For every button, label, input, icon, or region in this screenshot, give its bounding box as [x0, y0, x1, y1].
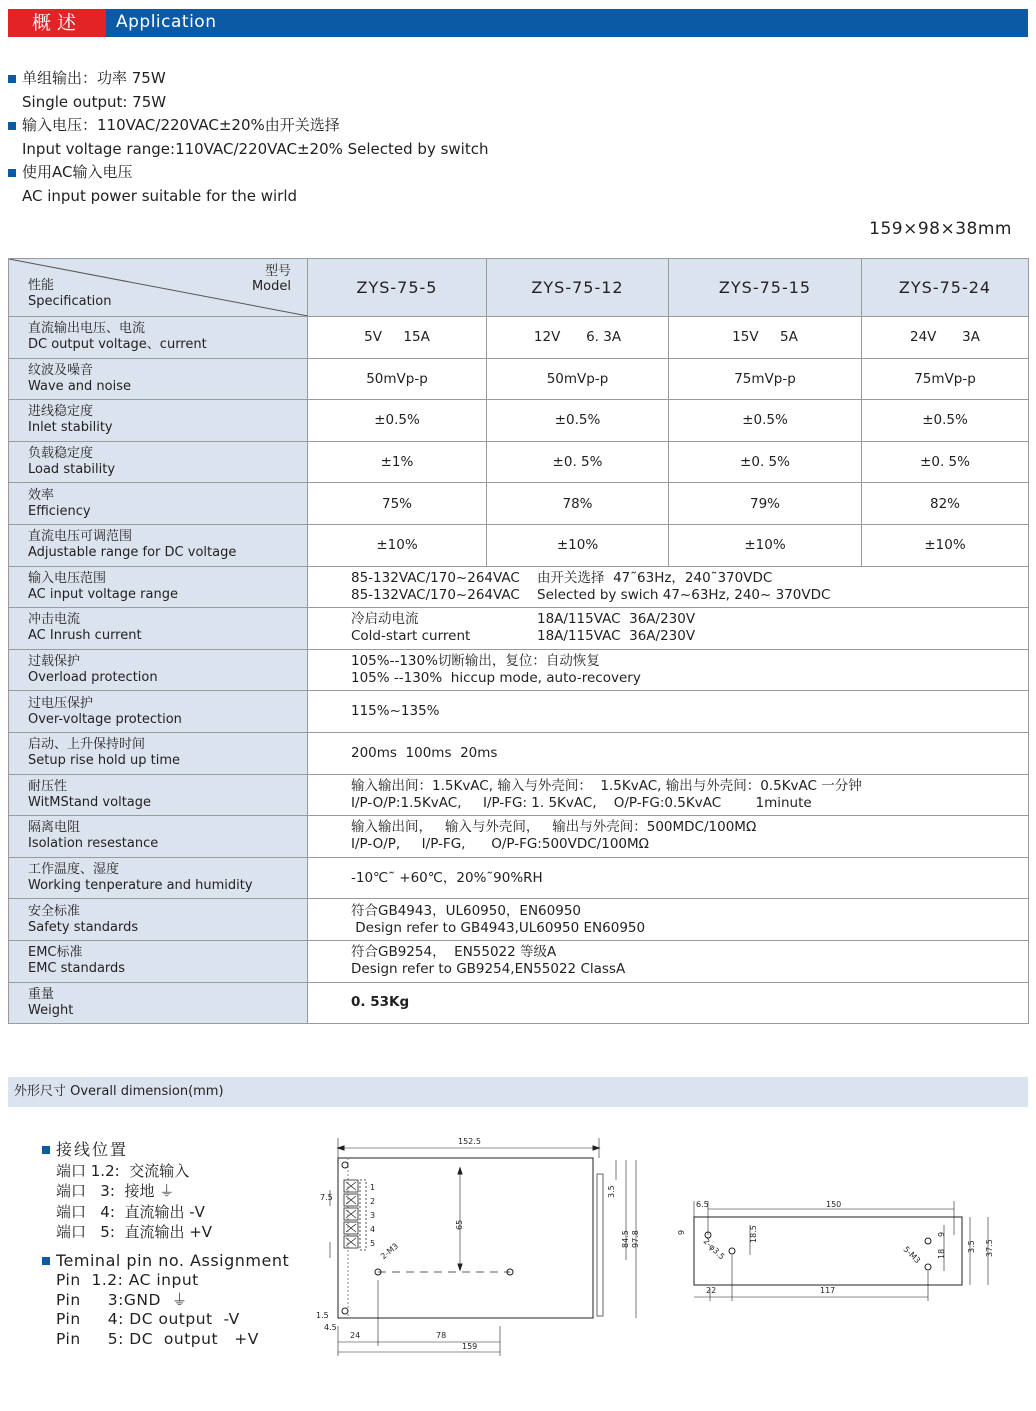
spec-text: 符合GB9254， EN55022 等级A: [351, 944, 557, 961]
spec-wide-row: [9, 940, 1029, 982]
spec-value: ±0. 5%: [487, 441, 669, 483]
spec-wide-row: [9, 649, 1029, 691]
spec-label-en: Working tenperature and humidity: [28, 878, 253, 894]
dim-s2: 7.5: [320, 1193, 333, 1202]
spec-value: ±0. 5%: [862, 441, 1029, 483]
spec-label-cn: 过载保护: [28, 654, 81, 670]
spec-label-en: AC input voltage range: [28, 586, 178, 602]
square-bullet-icon: [8, 75, 16, 83]
spec-value: ±10%: [669, 524, 862, 566]
spec-label-en: Efficiency: [28, 503, 91, 519]
spec-label-cell: [9, 940, 308, 982]
spec-label-en: Adjustable range for DC voltage: [28, 545, 237, 561]
application-cn: 单组输出：功率 75W: [22, 69, 166, 87]
spec-label-cn: 重量: [28, 986, 55, 1002]
dimension-title: 外形尺寸 Overall dimension(mm): [14, 1084, 224, 1099]
dim-h3: 97.8: [631, 1230, 640, 1248]
application-en: AC input power suitable for the wirld: [22, 186, 298, 205]
pin-row-en: Pin 1.2: AC input: [56, 1271, 199, 1289]
pin-title-cn: [42, 1140, 289, 1161]
spec-value: 75mVp-p: [669, 358, 862, 400]
spec-text: 105% --130% hiccup mode, auto-recovery: [351, 670, 641, 687]
spec-label-en: EMC standards: [28, 961, 126, 977]
spec-value: 75mVp-p: [862, 358, 1029, 400]
spec-text: 0. 53Kg: [351, 994, 410, 1011]
spec-text: Cold-start current: [351, 628, 471, 645]
pin-row-cn: 端口 5: 直流输出 +V: [56, 1223, 213, 1241]
spec-value: ±0.5%: [308, 400, 487, 442]
spec-label-cn: 直流输出电压、电流: [28, 321, 146, 337]
spec-label-cn: 隔离电阻: [28, 820, 81, 836]
pin-row-cn: 端口 3: 接地 ⏚: [56, 1182, 175, 1200]
spec-text: 18A/115VAC 36A/230V: [537, 611, 696, 628]
spec-value: ±0. 5%: [669, 441, 862, 483]
spec-value: 15V 5A: [669, 317, 862, 359]
model-label: [252, 264, 291, 294]
spec-label-en: DC output voltage、current: [28, 337, 207, 353]
spec-wide-value: [308, 774, 1029, 816]
spec-label-cell: [9, 857, 308, 899]
square-bullet-icon: [42, 1257, 50, 1265]
spec-wide-value: [308, 940, 1029, 982]
spec-header-row: [9, 259, 1029, 317]
spec-label-en: Inlet stability: [28, 420, 113, 436]
application-cn: 使用AC输入电压: [22, 163, 133, 181]
pin-row-cn: 端口 4: 直流输出 -V: [56, 1202, 205, 1221]
front-view-drawing: [310, 1130, 650, 1362]
spec-row: [9, 524, 1029, 566]
spec-label-cell: [9, 400, 308, 442]
spec-value: ±0.5%: [862, 400, 1029, 442]
side-hole2: 5-M3: [901, 1244, 922, 1266]
model-header: ZYS-75-12: [487, 259, 669, 317]
spec-label-en: Safety standards: [28, 919, 139, 935]
spec-text: 105%--130%切断输出，复位：自动恢复: [351, 653, 600, 670]
spec-label-cn: 进线稳定度: [28, 404, 94, 420]
spec-value: 5V 15A: [308, 317, 487, 359]
spec-wide-value: [308, 649, 1029, 691]
square-bullet-icon: [8, 169, 16, 177]
spec-wide-value: [308, 857, 1029, 899]
spec-line: [351, 587, 1028, 604]
spec-value: ±1%: [308, 441, 487, 483]
application-cn: 输入电压：110VAC/220VAC±20%由开关选择: [22, 116, 340, 134]
spec-label-en: Specification: [28, 294, 112, 309]
header-title-cn: 概述: [8, 9, 106, 37]
spec-label-en: WitMStand voltage: [28, 794, 152, 810]
side-hole1: 2-φ3.5: [701, 1236, 727, 1262]
spec-line: [351, 920, 1028, 937]
spec-text: Design refer to GB4943,UL60950 EN60950: [351, 919, 646, 936]
dim-d2: 4.5: [324, 1323, 337, 1332]
spec-wide-row: [9, 982, 1029, 1024]
spec-line: [351, 795, 1028, 812]
pin-row-cn: 端口 1.2: 交流输入: [56, 1161, 190, 1180]
pin-row-en: Pin 3:GND ⏚: [56, 1290, 188, 1309]
spec-line: [351, 836, 1028, 853]
spec-label-cell: [9, 649, 308, 691]
spec-text: -10℃˜ +60℃，20%˜90%RH: [351, 869, 543, 886]
spec-value: 78%: [487, 483, 669, 525]
spec-label-en: Overload protection: [28, 670, 158, 686]
side-view-drawing: [670, 1195, 1010, 1307]
spec-line: [351, 703, 1028, 720]
spec-label-cn: 耐压性: [28, 778, 68, 794]
application-item: [8, 114, 488, 161]
spec-row: [9, 483, 1029, 525]
spec-label-cn: 过电压保护: [28, 695, 94, 711]
spec-wide-row: [9, 566, 1029, 608]
spec-label-cell: [9, 732, 308, 774]
spec-value: ±0.5%: [669, 400, 862, 442]
size-label: 159×98×38mm: [869, 219, 1012, 239]
spec-line: [351, 745, 1028, 762]
spec-label-cell: [9, 774, 308, 816]
spec-line: [351, 903, 1028, 920]
diagonal-header-cell: [9, 259, 308, 317]
pin-title-en-text: Teminal pin no. Assignment: [56, 1250, 290, 1270]
spec-row: [9, 441, 1029, 483]
terminal-4: 4: [370, 1225, 376, 1234]
spec-text: 输入输出间， 输入与外壳间， 输出与外壳间：500MDC/100MΩ: [351, 819, 757, 836]
spec-row: [9, 317, 1029, 359]
spec-wide-row: [9, 899, 1029, 941]
spec-label-cn: 纹波及噪音: [28, 362, 94, 378]
spec-label-cn: 性能: [28, 278, 55, 293]
side-dim-h5: 37.5: [985, 1239, 994, 1257]
spec-label-cn: 输入电压范围: [28, 570, 107, 586]
spec-line: [351, 778, 1028, 795]
dim-b3: 159: [462, 1342, 478, 1351]
spec-line: [351, 653, 1028, 670]
spec-text: 85-132VAC/170~264VAC: [351, 586, 520, 603]
spec-label-en: Weight: [28, 1002, 74, 1018]
terminal-2: 2: [370, 1197, 376, 1206]
terminal-3: 3: [370, 1211, 376, 1220]
spec-label-cell: [9, 566, 308, 608]
spec-line: [351, 944, 1028, 961]
side-dim-l2: 22: [706, 1286, 717, 1295]
spec-label-cell: [9, 691, 308, 733]
spec-text: 符合GB4943，UL60950，EN60950: [351, 902, 582, 919]
side-dim-v: 9: [677, 1229, 686, 1235]
spec-label-en: AC Inrush current: [28, 628, 142, 644]
spec-value: 82%: [862, 483, 1029, 525]
spec-label-cell: [9, 899, 308, 941]
spec-value: 24V 3A: [862, 317, 1029, 359]
square-bullet-icon: [42, 1146, 50, 1154]
dim-s1: 1.5: [316, 1311, 329, 1320]
spec-text: Selected by swich 47~63Hz, 240~ 370VDC: [537, 586, 831, 603]
spec-text: 由开关选择 47˜63Hz，240˜370VDC: [537, 569, 773, 586]
spec-text: 输入输出间：1.5KvAC, 输入与外壳间： 1.5KvAC, 输出与外壳间：0.5KvAC 一分钟: [351, 777, 862, 794]
spec-value: ±10%: [308, 524, 487, 566]
spec-wide-value: [308, 816, 1029, 858]
model-label-en: Model: [251, 279, 291, 294]
spec-label: [28, 278, 111, 310]
spec-line: [351, 819, 1028, 836]
terminal-1: 1: [370, 1183, 376, 1192]
application-item: [8, 161, 488, 208]
spec-text: I/P-O/P, I/P-FG, O/P-FG:500VDC/100MΩ: [351, 836, 649, 853]
spec-line: [351, 570, 1028, 587]
spec-label-en: Setup rise hold up time: [28, 753, 181, 769]
spec-value: ±10%: [862, 524, 1029, 566]
side-dim-l1: 6.5: [696, 1200, 709, 1209]
spec-line: [351, 611, 1028, 628]
spec-label-cn: 直流电压可调范围: [28, 529, 133, 545]
spec-label-cell: [9, 524, 308, 566]
case-outline: [338, 1158, 593, 1318]
spec-label-cn: EMC标准: [28, 945, 83, 961]
spec-wide-row: [9, 857, 1029, 899]
dim-b1: 24: [350, 1331, 361, 1340]
spec-label-cn: 冲击电流: [28, 612, 81, 628]
spec-label-cn: 启动、上升保持时间: [28, 737, 146, 753]
side-dim-l3: 117: [820, 1286, 836, 1295]
spec-wide-value: [308, 566, 1029, 608]
dimension-header: [8, 1077, 1028, 1107]
header-title-en: Application: [116, 12, 217, 32]
square-bullet-icon: [8, 122, 16, 130]
spec-label-en: Wave and noise: [28, 378, 131, 394]
model-header: ZYS-75-5: [308, 259, 487, 317]
side-dim-h4: 3.5: [967, 1240, 976, 1253]
application-item: [8, 67, 488, 114]
spec-label-en: Load stability: [28, 462, 116, 478]
dim-d1: 3.5: [607, 1185, 616, 1198]
dim-h2: 84.5: [621, 1230, 630, 1248]
application-list: [8, 67, 488, 208]
spec-text: 85-132VAC/170~264VAC: [351, 569, 520, 586]
spec-table: [8, 258, 1029, 1024]
spec-line: [351, 870, 1028, 887]
spec-wide-row: [9, 732, 1029, 774]
spec-wide-value: [308, 982, 1029, 1024]
spec-value: 50mVp-p: [487, 358, 669, 400]
spec-wide-row: [9, 691, 1029, 733]
spec-wide-row: [9, 608, 1029, 650]
spec-label-cn: 工作温度、湿度: [28, 862, 120, 878]
model-header: ZYS-75-24: [862, 259, 1029, 317]
application-en: Input voltage range:110VAC/220VAC±20% Selected by switch: [22, 139, 489, 158]
spec-wide-value: [308, 732, 1029, 774]
spec-value: 75%: [308, 483, 487, 525]
model-label-cn: 型号: [264, 264, 291, 279]
application-en: Single output: 75W: [22, 92, 167, 111]
spec-label-cell: [9, 608, 308, 650]
spec-line: [351, 628, 1028, 645]
dim-w1: 152.5: [458, 1137, 481, 1146]
dim-h1: 65: [455, 1219, 464, 1230]
spec-value: ±0.5%: [487, 400, 669, 442]
pin-row-en: Pin 5: DC output +V: [56, 1329, 259, 1348]
spec-text: I/P-O/P:1.5KvAC, I/P-FG: 1. 5KvAC, O/P-FG:0.5KvAC 1minute: [351, 794, 812, 811]
pin-assignment: [42, 1140, 289, 1349]
spec-line: [351, 994, 1028, 1011]
spec-label-cn: 效率: [28, 487, 55, 503]
spec-value: ±10%: [487, 524, 669, 566]
spec-label-en: Over-voltage protection: [28, 711, 182, 727]
spec-label-cn: 安全标准: [28, 903, 81, 919]
side-dim-h1: 18.5: [749, 1225, 758, 1243]
spec-label-cell: [9, 982, 308, 1024]
spec-line: [351, 670, 1028, 687]
spec-text: 18A/115VAC 36A/230V: [537, 628, 696, 645]
spec-text: 200ms 100ms 20ms: [351, 744, 498, 761]
side-dim-h3: 18: [937, 1248, 946, 1259]
model-header: ZYS-75-15: [669, 259, 862, 317]
spec-line: [351, 961, 1028, 978]
spec-row: [9, 400, 1029, 442]
spec-label-cell: [9, 816, 308, 858]
dim-b2: 78: [436, 1331, 447, 1340]
spec-label-cell: [9, 483, 308, 525]
spec-label-cell: [9, 317, 308, 359]
pin-row-en: Pin 4: DC output -V: [56, 1310, 240, 1328]
spec-value: 12V 6. 3A: [487, 317, 669, 359]
spec-label-cn: 负载稳定度: [28, 446, 94, 462]
pin-title-en: [42, 1251, 289, 1272]
spec-label-cell: [9, 441, 308, 483]
spec-wide-value: [308, 899, 1029, 941]
pin-title-cn-text: 接线位置: [56, 1140, 129, 1159]
terminal-5: 5: [370, 1239, 376, 1248]
hole-label: 2-M3: [379, 1241, 401, 1262]
side-dim-h2: 9: [937, 1231, 946, 1237]
spec-text: 冷启动电流: [351, 611, 419, 628]
spec-wide-row: [9, 816, 1029, 858]
section-header-application: [8, 9, 1028, 37]
spec-row: [9, 358, 1029, 400]
spec-text: 115%~135%: [351, 703, 440, 720]
spec-text: Design refer to GB9254,EN55022 ClassA: [351, 961, 626, 978]
spec-label-en: Isolation resestance: [28, 836, 159, 852]
spec-value: 79%: [669, 483, 862, 525]
spec-wide-value: [308, 608, 1029, 650]
spec-wide-value: [308, 691, 1029, 733]
side-dim-w: 150: [826, 1200, 842, 1209]
spec-wide-row: [9, 774, 1029, 816]
spec-label-cell: [9, 358, 308, 400]
spec-value: 50mVp-p: [308, 358, 487, 400]
